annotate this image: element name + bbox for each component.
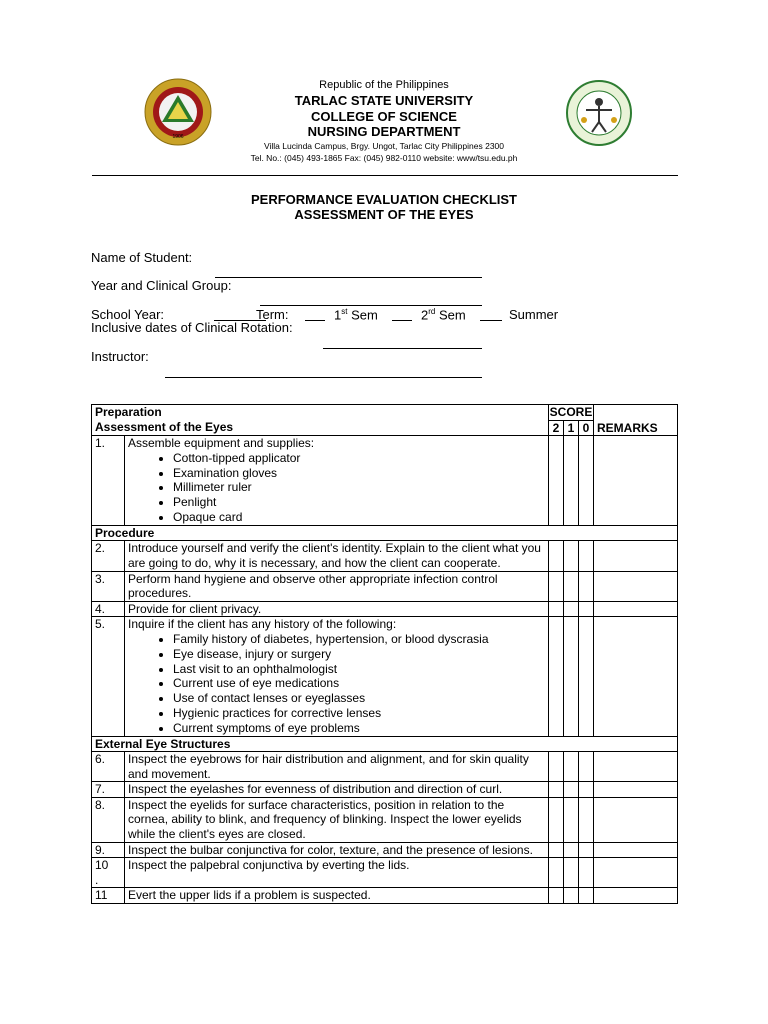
preparation-header: Preparation Assessment of the Eyes bbox=[92, 405, 549, 436]
school-year-label: School Year: bbox=[91, 307, 165, 322]
score-cell[interactable] bbox=[564, 888, 579, 904]
table-header-row bbox=[92, 405, 678, 436]
score-cell[interactable] bbox=[549, 797, 564, 842]
score-cell[interactable] bbox=[564, 541, 579, 571]
sem2-label: 2rd Sem bbox=[421, 307, 466, 323]
header-divider bbox=[92, 175, 678, 176]
checklist-table bbox=[91, 404, 678, 904]
table-row: 10 . Inspect the palpebral conjunctiva by everting the lids. bbox=[92, 858, 678, 888]
republic-line: Republic of the Philippines bbox=[319, 79, 449, 91]
sem1-label: 1st Sem bbox=[334, 307, 378, 323]
sem1-checkbox-line[interactable] bbox=[305, 320, 325, 321]
remarks-cell[interactable] bbox=[594, 752, 678, 782]
score-cell[interactable] bbox=[579, 617, 594, 736]
table-row: 4. Provide for client privacy. bbox=[92, 601, 678, 617]
score-cell[interactable] bbox=[579, 842, 594, 858]
score-cell[interactable] bbox=[549, 782, 564, 798]
score-cell[interactable] bbox=[564, 842, 579, 858]
score-cell[interactable] bbox=[564, 601, 579, 617]
score-cell[interactable] bbox=[579, 541, 594, 571]
sem2-checkbox-line[interactable] bbox=[392, 320, 412, 321]
score-cell[interactable] bbox=[549, 752, 564, 782]
table-row: 7. Inspect the eyelashes for evenness of distribution and direction of curl. bbox=[92, 782, 678, 798]
remarks-cell[interactable] bbox=[594, 782, 678, 798]
remarks-cell[interactable] bbox=[594, 571, 678, 601]
remarks-cell[interactable] bbox=[594, 436, 678, 526]
student-name-label: Name of Student: bbox=[91, 250, 193, 265]
year-group-field[interactable] bbox=[260, 305, 482, 306]
score-cell[interactable] bbox=[549, 541, 564, 571]
year-group-label: Year and Clinical Group: bbox=[91, 278, 232, 293]
score-cell[interactable] bbox=[564, 571, 579, 601]
table-row: 6. Inspect the eyebrows for hair distribution and alignment, and for skin quality and movement. bbox=[92, 752, 678, 782]
score-cell[interactable] bbox=[549, 888, 564, 904]
term-label: Term: bbox=[256, 307, 289, 322]
score-header: SCORE 2 1 0 bbox=[549, 405, 593, 435]
score-cell[interactable] bbox=[579, 601, 594, 617]
score-cell[interactable] bbox=[549, 858, 564, 888]
procedure-header: Procedure bbox=[92, 525, 678, 541]
score-cell[interactable] bbox=[579, 888, 594, 904]
external-structures-header: External Eye Structures bbox=[92, 736, 678, 752]
score-cell[interactable] bbox=[549, 601, 564, 617]
score-cell[interactable] bbox=[564, 752, 579, 782]
score-cell[interactable] bbox=[579, 571, 594, 601]
remarks-cell[interactable] bbox=[594, 541, 678, 571]
section-row bbox=[92, 736, 678, 752]
table-row: 5. Inquire if the client has any history of the following: • Family history of diabetes, hypertension, or blood dyscrasia • Eye disease, injury or surgery • Last visit to an ophthalmologist • Current use of eye medications • Use of contact lenses or eyeglasses • Hygienic practices for corrective lenses • Current symptoms of eye problems bbox=[92, 617, 678, 736]
table-row: 11 Evert the upper lids if a problem is suspected. bbox=[92, 888, 678, 904]
score-cell[interactable] bbox=[579, 797, 594, 842]
score-cell[interactable] bbox=[579, 436, 594, 526]
section-row bbox=[92, 525, 678, 541]
summer-label: Summer bbox=[509, 307, 559, 322]
score-cell[interactable] bbox=[564, 782, 579, 798]
svg-text:1906: 1906 bbox=[172, 134, 184, 140]
department-name: NURSING DEPARTMENT bbox=[307, 124, 461, 139]
score-cell[interactable] bbox=[564, 436, 579, 526]
score-cell[interactable] bbox=[579, 782, 594, 798]
score-cell[interactable] bbox=[564, 617, 579, 736]
table-row: 3. Perform hand hygiene and observe other appropriate infection control procedures. bbox=[92, 571, 678, 601]
table-row: 2. Introduce yourself and verify the client's identity. Explain to the client what you are going to do, why it is necessary, and how the client can cooperate. bbox=[92, 541, 678, 571]
table-row: 1. Assemble equipment and supplies: • Cotton-tipped applicator • Examination gloves • Millimeter ruler • Penlight • Opaque card bbox=[92, 436, 678, 526]
remarks-cell[interactable] bbox=[594, 797, 678, 842]
score-cell[interactable] bbox=[579, 752, 594, 782]
score-cell[interactable] bbox=[579, 858, 594, 888]
remarks-cell[interactable] bbox=[594, 858, 678, 888]
instructor-label: Instructor: bbox=[91, 349, 149, 364]
remarks-cell[interactable] bbox=[594, 842, 678, 858]
remarks-cell[interactable] bbox=[594, 888, 678, 904]
score-cell[interactable] bbox=[549, 436, 564, 526]
address-line: Villa Lucinda Campus, Brgy. Ungot, Tarlac City Philippines 2300 bbox=[263, 141, 505, 151]
remarks-cell[interactable] bbox=[594, 617, 678, 736]
summer-checkbox-line[interactable] bbox=[480, 320, 502, 321]
score-cell[interactable] bbox=[564, 797, 579, 842]
remarks-cell[interactable] bbox=[594, 601, 678, 617]
university-name: TARLAC STATE UNIVERSITY bbox=[294, 93, 474, 108]
checklist-subtitle: ASSESSMENT OF THE EYES bbox=[294, 207, 474, 222]
table-row: 9. Inspect the bulbar conjunctiva for color, texture, and the presence of lesions. bbox=[92, 842, 678, 858]
score-cell[interactable] bbox=[549, 842, 564, 858]
contact-line: Tel. No.: (045) 493-1865 Fax: (045) 982-0110 website: www/tsu.edu.ph bbox=[250, 153, 518, 163]
checklist-title: PERFORMANCE EVALUATION CHECKLIST bbox=[250, 192, 518, 207]
score-cell[interactable] bbox=[549, 571, 564, 601]
remarks-header: REMARKS bbox=[594, 405, 678, 436]
college-name: COLLEGE OF SCIENCE bbox=[311, 109, 457, 124]
score-cell[interactable] bbox=[564, 858, 579, 888]
rotation-dates-label: Inclusive dates of Clinical Rotation: bbox=[91, 320, 293, 335]
rotation-dates-field[interactable] bbox=[323, 348, 482, 349]
student-name-field[interactable] bbox=[215, 277, 482, 278]
score-cell[interactable] bbox=[549, 617, 564, 736]
table-row: 8. Inspect the eyelids for surface characteristics, position in relation to the cornea, ability to blink, and frequency of blinking. Inspect the lower eyelids while the client's eyes are closed. bbox=[92, 797, 678, 842]
instructor-field[interactable] bbox=[165, 377, 482, 378]
